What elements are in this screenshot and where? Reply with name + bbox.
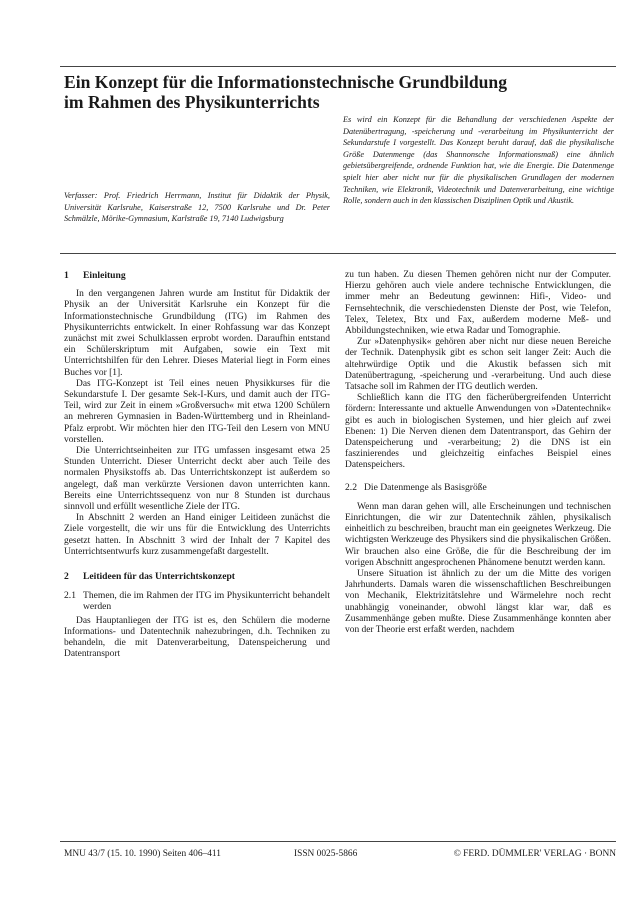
subsection-title: Die Datenmenge als Basisgröße	[364, 481, 487, 493]
article-title	[64, 72, 616, 112]
abstract: Es wird ein Konzept für die Behandlung der verschiedenen Aspekte der Datenübertragung, -speicherung und -verarbeitung im Physikunterricht der Sekundarstufe I vorgestellt. Das Konzept beruht darauf, daß die physikalische Größe Datenmenge (das Shannonsche Informationsmaß) eine ähnlich gebietsübergreifende, ordnende Funktion hat, wie die Energie. Die Datenmenge spielt hier aber nicht nur für die physikalischen Grundlagen der modernen Techniken, wie Elektronik, Videotechnik und Datenverarbeitung, eine wichtige Rolle, sondern auch in den klassischen Disziplinen Optik und Akustik.	[343, 115, 614, 206]
right-column	[345, 270, 611, 636]
paragraph: Das Hauptanliegen der ITG ist es, den Schülern die moderne Informations- und Datentechnik nahezubringen, d.h. Techniken zu behandeln, die mit Datenverarbeitung, Datenspeicherung und Datentransport	[64, 615, 330, 660]
header-rule	[60, 253, 616, 254]
paragraph: Wenn man daran gehen will, alle Erscheinungen und technischen Einrichtungen, die wir zur Datentechnik zählen, physikalisch einheitlich zu beschreiben, braucht man ein geeignetes Werkzeug. Die wichtigsten Werkzeuge des Physikers sind die physikalischen Größen. Wir brauchen also eine Größe, die für die Beschreibung der im vorigen Abschnitt angesprochenen Phänomene benutzt werden kann.	[345, 501, 611, 568]
paragraph: Schließlich kann die ITG den fächerübergreifenden Unterricht fördern: Interessante und aktuelle Anwendungen von »Datentechnik« gibt es auch in biologischen Systemen, und hier gleich auf zwei Ebenen: 1) Die Nerven dienen dem Datentransport, das Gehirn der Datenspeicherung und -verarbeitung; 2) die DNS ist ein faszinierendes und gleichzeitig einfaches Beispiel eines Datenspeichers.	[345, 393, 611, 471]
top-rule	[60, 66, 616, 67]
subsection-title: Themen, die im Rahmen der ITG im Physikunterricht behandelt werden	[83, 590, 330, 613]
section-title: Leitideen für das Unterrichtskonzept	[83, 571, 235, 583]
paragraph: In Abschnitt 2 werden an Hand einiger Leitideen zunächst die Ziele vorgestellt, die wir uns für die Entwicklung des Unterrichts gesetzt hatten. In Abschnitt 3 wird der Inhalt der 7 Kapitel des Unterrichtsentwurfs kurz zusammengefaßt dargestellt.	[64, 513, 330, 557]
author-affiliations: Verfasser: Prof. Friedrich Herrmann, Institut für Didaktik der Physik, Universität Karlsruhe, Kaiserstraße 12, 7500 Karlsruhe und Dr. Peter Schmälzle, Mörike-Gymnasium, Karlstraße 19, 7140 Ludwigsburg	[64, 191, 330, 224]
section-heading-2	[64, 571, 330, 582]
footer-rule	[60, 841, 616, 842]
section-number: 2	[64, 571, 69, 583]
article-title-line-2: im Rahmen des Physikunterrichts	[64, 92, 320, 112]
paragraph: Unsere Situation ist ähnlich zu der um die Mitte des vorigen Jahrhunderts. Damals waren die wissenschaftlichen Beschreibungen von Mechanik, Elektrizitätslehre und Wärmelehre noch recht unabhängig voneinander, obwohl längst klar war, daß es Zusammenhänge geben mußte. Diese Zusammenhänge konnten aber von der Theorie erst erfaßt werden, nachdem	[345, 569, 611, 636]
left-column	[64, 270, 330, 661]
journal-issue: MNU 43/7 (15. 10. 1990) Seiten 406–411	[64, 849, 221, 859]
subsection-heading-2-2	[345, 482, 611, 493]
publisher: © FERD. DÜMMLER' VERLAG · BONN	[453, 849, 616, 859]
subsection-number: 2.1	[64, 590, 76, 602]
issn: ISSN 0025-5866	[294, 849, 358, 859]
paragraph: Das ITG-Konzept ist Teil eines neuen Physikkurses für die Sekundarstufe I. Der gesamte Sek-I-Kurs, und damit auch der ITG-Teil, wird zur Zeit in einem »Großversuch« mit etwa 1200 Schülern an mehreren Gymnasien in Baden-Württemberg und in Rheinland-Pfalz erprobt. Wir möchten hier den ITG-Teil den Lesern von MNU vorstellen.	[64, 378, 330, 445]
article-title-line-1: Ein Konzept für die Informationstechnische Grundbildung	[64, 72, 508, 92]
paragraph: Die Unterrichtseinheiten zur ITG umfassen insgesamt etwa 25 Stunden Unterricht. Dieser Unterricht deckt aber auch Teile des normalen Physikstoffs ab. Das Unterrichtskonzept ist außerdem so angelegt, daß man verkürzte Versionen davon unterrichten kann. Bereits eine Unterrichtssequenz von nur 8 Stunden ist durchaus sinnvoll und erfüllt wesentliche Ziele der ITG.	[64, 446, 330, 513]
subsection-number: 2.2	[345, 481, 357, 493]
section-heading-1	[64, 270, 330, 281]
paragraph: In den vergangenen Jahren wurde am Institut für Didaktik der Physik an der Universität Karlsruhe ein Konzept für die Informationstechnische Grundbildung (ITG) im Rahmen des Physikunterrichts entwickelt. In einer Rohfassung war das Konzept zunächst mit zwei Schulklassen erprobt worden. Daraufhin entstand ein Schülerskriptum mit Aufgaben, sowie ein Text mit Unterrichtshilfen für den Lehrer. Dieses Material liegt in Form eines Buches vor [1].	[64, 289, 330, 378]
paragraph: Zur »Datenphysik« gehören aber nicht nur diese neuen Bereiche der Technik. Datenphysik gibt es schon seit langer Zeit: Auch die altehrwürdige Optik und die Akustik befassen sich mit Datenübertragung, -speicherung und -verarbeitung. Und auch diese Tatsache soll im Rahmen der ITG deutlich werden.	[345, 337, 611, 393]
paragraph: zu tun haben. Zu diesen Themen gehören nicht nur der Computer. Hierzu gehören auch viele andere technische Entwicklungen, die immer mehr an Bedeutung gewinnen: Hifi-, Video- und Fernsehtechnik, die verschiedensten Dienste der Post, wie Telefon, Telex, Teletex, Btx und Fax, außerdem moderne Meß- und Abbildungstechniken, wie etwa Radar und Tomographie.	[345, 270, 611, 337]
subsection-heading-2-1	[64, 590, 330, 612]
section-number: 1	[64, 270, 69, 281]
section-title: Einleitung	[83, 270, 126, 281]
